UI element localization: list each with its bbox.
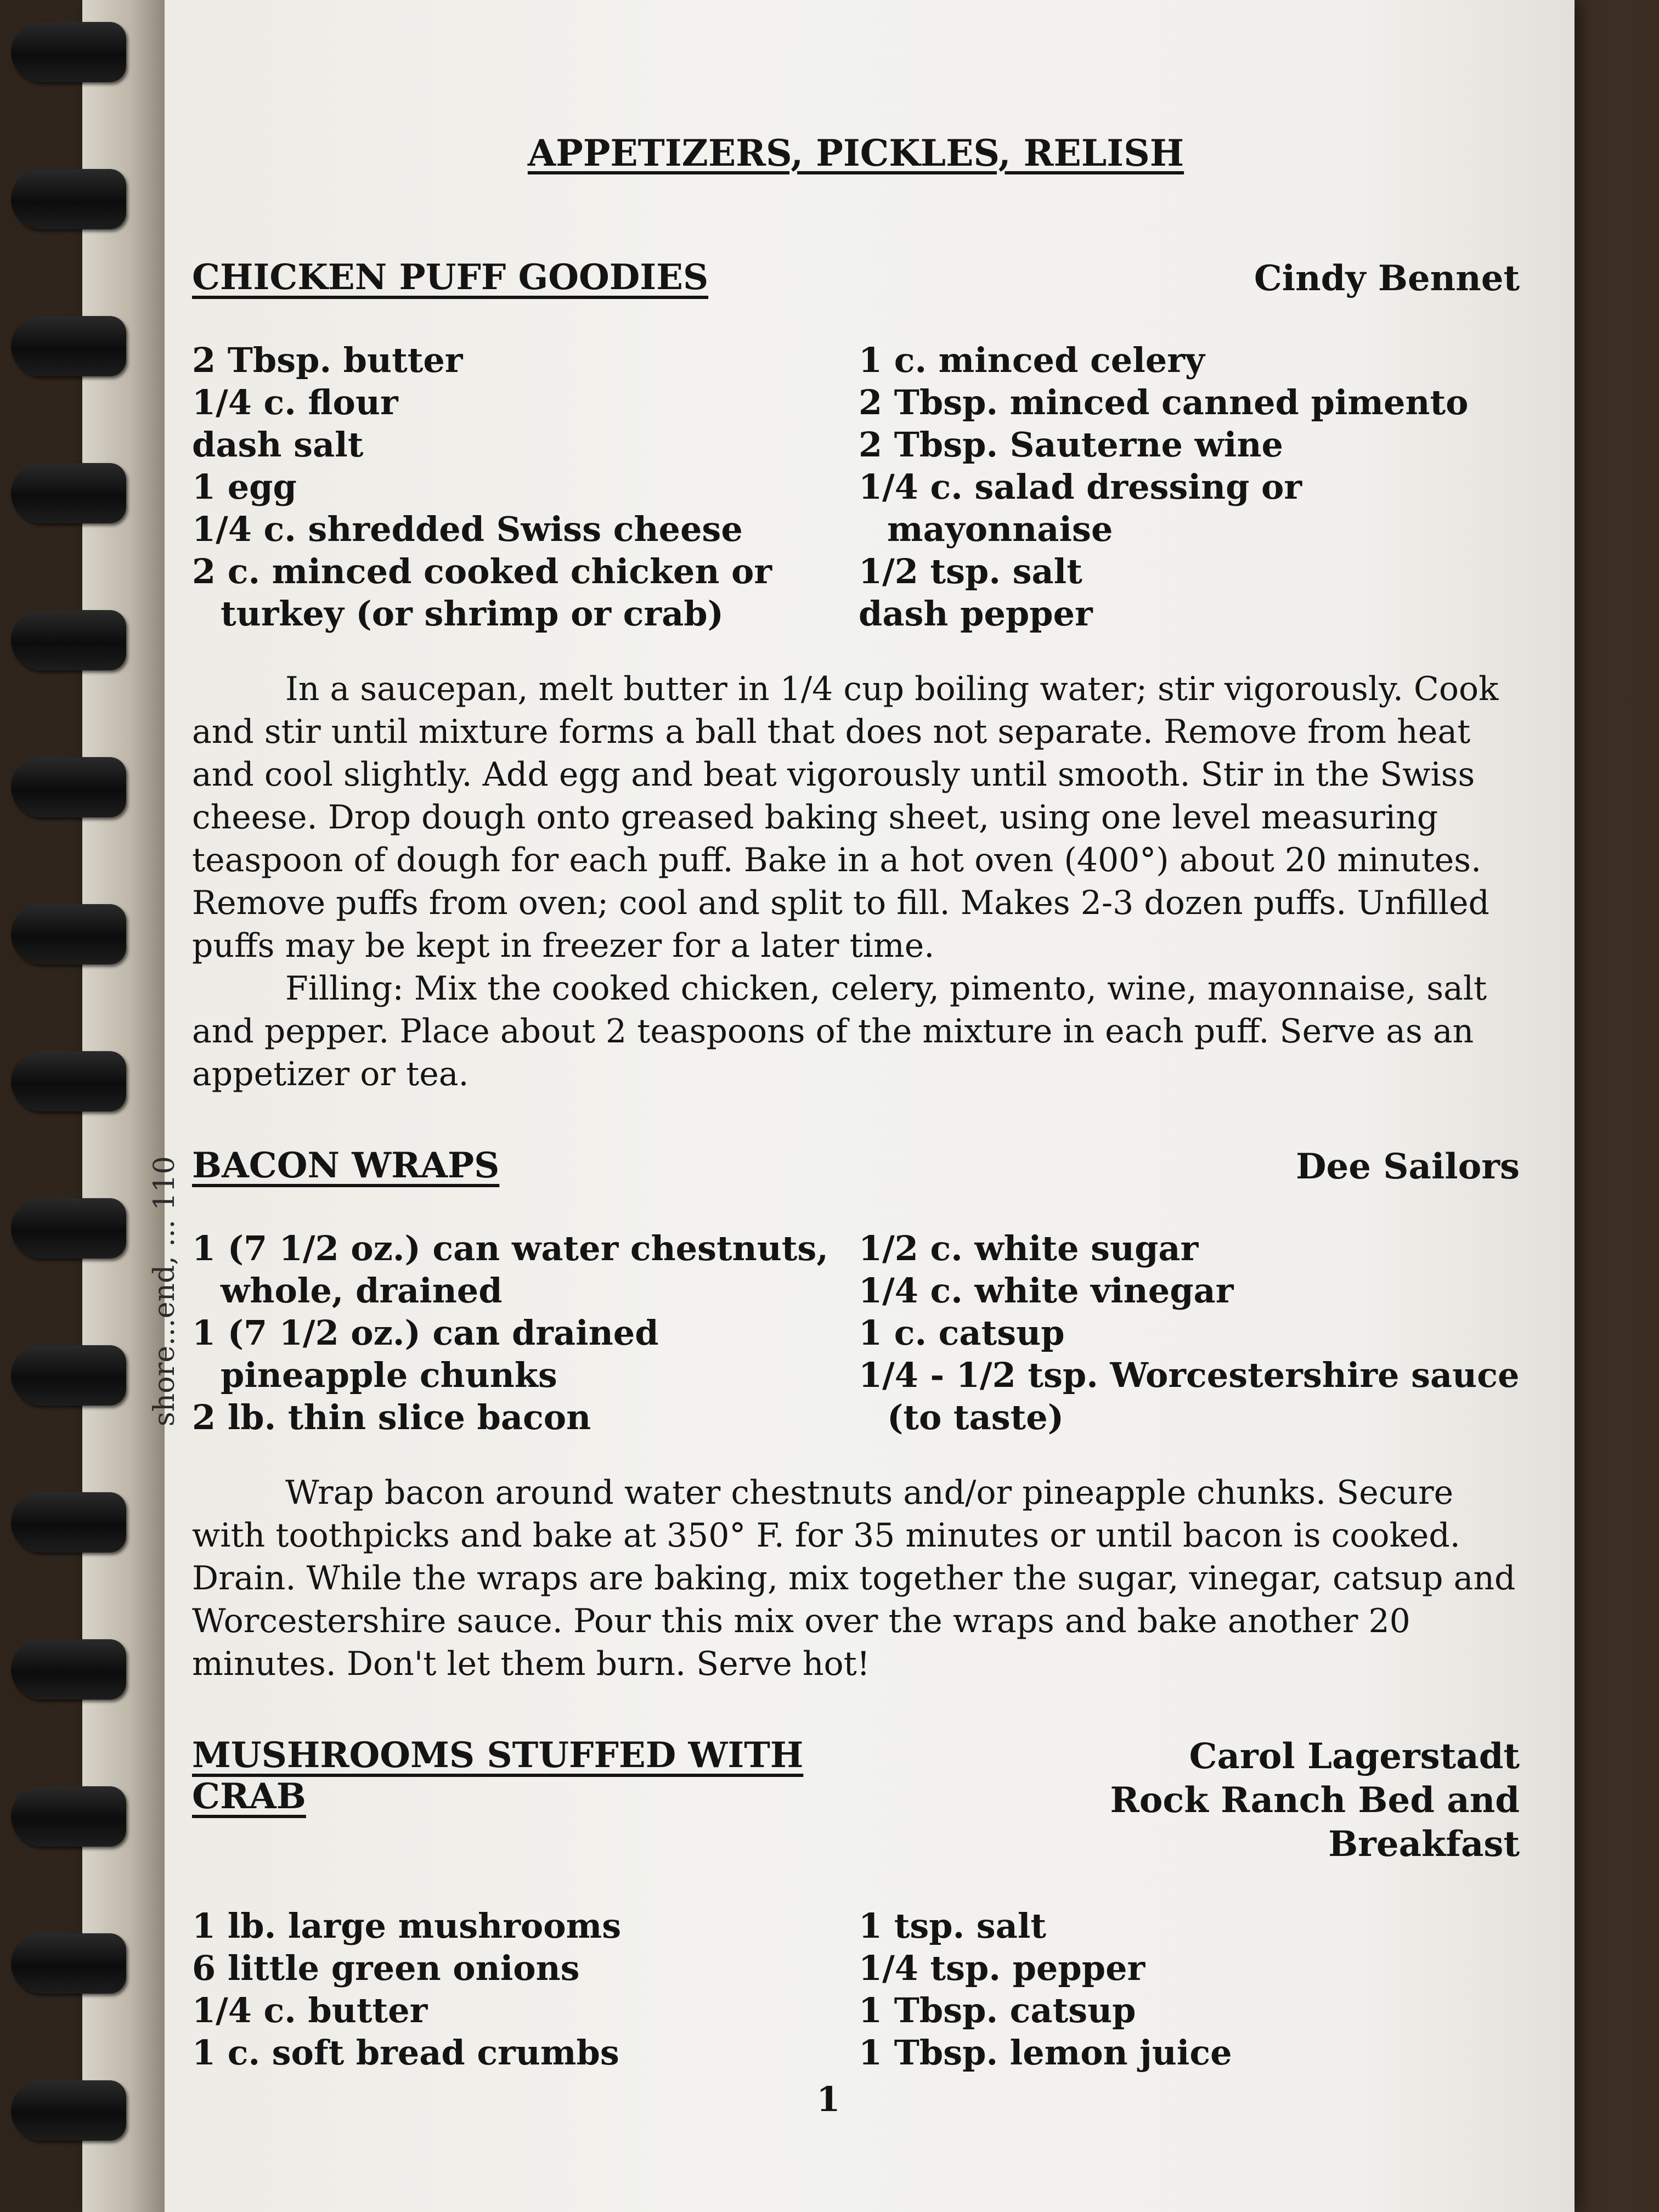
recipe-header bbox=[192, 257, 1520, 301]
ingredient-item: dash pepper bbox=[859, 594, 1093, 634]
ingredient-item: 1 tsp. salt bbox=[859, 1906, 1047, 1946]
ingredient-item: 1 Tbsp. lemon juice bbox=[859, 2033, 1232, 2073]
ingredient-item: 6 little green onions bbox=[192, 1948, 580, 1988]
ingredient-item: 1 Tbsp. catsup bbox=[859, 1990, 1136, 2030]
ingredient-item: 1 c. soft bread crumbs bbox=[192, 2033, 619, 2073]
recipe-author: Dee Sailors bbox=[1296, 1146, 1520, 1187]
ingredient-item: 2 c. minced cooked chicken or turkey (or shrimp or crab) bbox=[192, 551, 772, 634]
ingredient-item: 1 c. minced celery bbox=[859, 340, 1205, 380]
binding-coil bbox=[11, 1051, 126, 1111]
recipe-directions: In a saucepan, melt butter in 1/4 cup boiling water; stir vigorously. Cook and stir until mixture forms a ball that does not separate. Remove from heat and cool slightly. Add egg and beat vigorously until smooth. Stir in the Swiss cheese. Drop dough onto greased baking sheet, using one level measuring teaspoon of dough for each puff. Bake in a hot oven (400°) about 20 minutes. Remove puffs from oven; cool and split to fill. Makes 2-3 dozen puffs. Unfilled puffs may be kept in freezer for a later time. bbox=[192, 670, 1499, 965]
binding-coil bbox=[11, 1198, 126, 1259]
ingredient-item: 1/4 c. butter bbox=[192, 1990, 428, 2030]
recipe-directions: Wrap bacon around water chestnuts and/or pineapple chunks. Secure with toothpicks and bake at 350° F. for 35 minutes or until bacon is cooked. Drain. While the wraps are baking, mix together the sugar, vinegar, catsup and Worcestershire sauce. Pour this mix over the wraps and bake another 20 minutes. Don't let them burn. Serve hot! bbox=[192, 1474, 1516, 1683]
ingredient-item: 1 (7 1/2 oz.) can water chestnuts, whole, drained bbox=[192, 1228, 828, 1311]
recipe-author-block bbox=[917, 1735, 1520, 1866]
ingredient-item: 1 lb. large mushrooms bbox=[192, 1906, 622, 1946]
binding-coil bbox=[11, 463, 126, 523]
ingredient-item: 1 (7 1/2 oz.) can drained pineapple chunks bbox=[192, 1313, 659, 1395]
recipe-filling-directions: Filling: Mix the cooked chicken, celery, pimento, wine, mayonnaise, salt and pepper. Place about 2 teaspoons of the mixture in each puff. Serve as an appetizer or tea. bbox=[192, 969, 1487, 1093]
binding-coil bbox=[11, 169, 126, 229]
recipe-title: BACON WRAPS bbox=[192, 1145, 500, 1186]
page-number: 1 bbox=[816, 2079, 840, 2119]
ingredient-item: 1/2 c. white sugar bbox=[859, 1228, 1199, 1268]
ingredient-column-right bbox=[853, 339, 1520, 635]
binding-coil bbox=[11, 1492, 126, 1553]
ingredient-column-left bbox=[192, 1227, 853, 1438]
binding-coil bbox=[11, 1639, 126, 1700]
ingredient-item: 1/4 c. shredded Swiss cheese bbox=[192, 509, 743, 549]
ingredient-item: 1/2 tsp. salt bbox=[859, 551, 1082, 591]
binding-coil bbox=[11, 904, 126, 964]
ingredient-column-right bbox=[853, 1227, 1520, 1438]
binding-coil bbox=[11, 1786, 126, 1847]
ingredient-list bbox=[192, 1227, 1520, 1438]
recipe-author-affiliation: Rock Ranch Bed and Breakfast bbox=[1110, 1780, 1520, 1865]
binding-coil bbox=[11, 1933, 126, 1994]
ingredient-list bbox=[192, 339, 1520, 635]
ingredient-item: 1/4 tsp. pepper bbox=[859, 1948, 1146, 1988]
ingredient-item: 1/4 - 1/2 tsp. Worcestershire sauce (to taste) bbox=[859, 1355, 1520, 1437]
recipe-header bbox=[192, 1145, 1520, 1189]
binding-coil bbox=[11, 757, 126, 817]
cookbook-page bbox=[82, 0, 1575, 2212]
ingredient-item: 1 c. catsup bbox=[859, 1313, 1065, 1353]
recipe-author: Carol Lagerstadt bbox=[1189, 1736, 1520, 1777]
binding-coil bbox=[11, 2080, 126, 2141]
ingredient-column-left bbox=[192, 339, 853, 635]
binding-coil bbox=[11, 22, 126, 82]
recipe-author: Cindy Bennet bbox=[1254, 258, 1520, 299]
ingredient-item: 1/4 c. flour bbox=[192, 382, 398, 422]
recipe-title: MUSHROOMS STUFFED WITH CRAB bbox=[192, 1735, 804, 1817]
ingredient-item: 1 egg bbox=[192, 467, 297, 507]
ingredient-item: 2 lb. thin slice bacon bbox=[192, 1397, 591, 1437]
recipe-title: CHICKEN PUFF GOODIES bbox=[192, 257, 709, 298]
chapter-title: APPETIZERS, PICKLES, RELISH bbox=[527, 132, 1184, 174]
ingredient-item: 1/4 c. white vinegar bbox=[859, 1271, 1234, 1311]
binding-coil bbox=[11, 316, 126, 376]
ingredient-item: 1/4 c. salad dressing or mayonnaise bbox=[859, 467, 1302, 549]
recipe-chicken-puff-goodies bbox=[192, 257, 1520, 1096]
page-content bbox=[192, 132, 1520, 2123]
ingredient-item: 2 Tbsp. Sauterne wine bbox=[859, 425, 1283, 465]
binding-coil bbox=[11, 610, 126, 670]
binding-coil bbox=[11, 1345, 126, 1406]
ingredient-column-left bbox=[192, 1905, 853, 2074]
spine-text: shore...end, ... 110 bbox=[148, 1156, 181, 1426]
ingredient-column-right bbox=[853, 1905, 1520, 2074]
ingredient-list bbox=[192, 1905, 1520, 2074]
recipe-bacon-wraps bbox=[192, 1145, 1520, 1685]
ingredient-item: dash salt bbox=[192, 425, 364, 465]
ingredient-item: 2 Tbsp. minced canned pimento bbox=[859, 382, 1469, 422]
recipe-mushrooms-stuffed-with-crab bbox=[192, 1735, 1520, 2074]
ingredient-item: 2 Tbsp. butter bbox=[192, 340, 463, 380]
recipe-header bbox=[192, 1735, 1520, 1866]
